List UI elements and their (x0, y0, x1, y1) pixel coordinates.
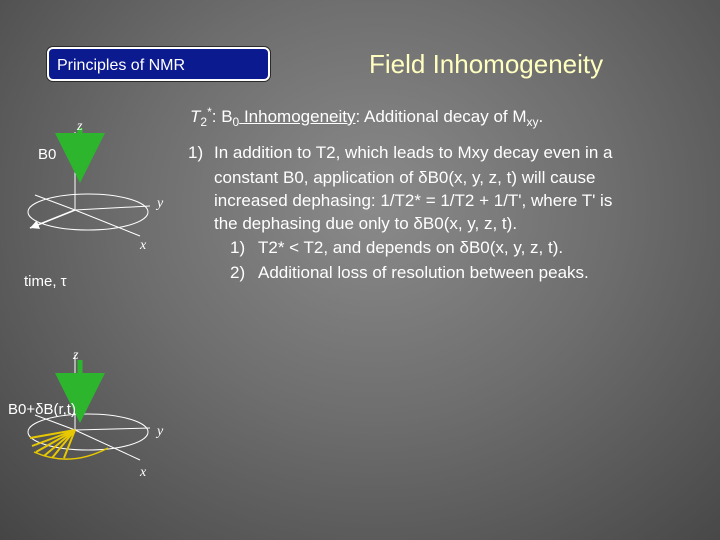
top-xy-plane-ellipse (28, 194, 148, 230)
bottom-field-label: B0+δB(r,t) (8, 401, 76, 418)
heading: $T_2^*$: $B_0$ Inhomogeneity: Additional decay of $M_{xy}$. (190, 105, 544, 129)
item-1-line-1: In addition to T2, which leads to Mxy decay even in a (214, 143, 613, 162)
sub-item-1-marker: 1) (230, 238, 246, 257)
top-y-label: y (157, 196, 164, 211)
item-1-line-3: increased dephasing: 1/T2* = 1/T2 + 1/T', where T' is (214, 191, 613, 210)
bottom-z-label: z (73, 348, 79, 363)
item-1-marker: 1) (188, 143, 204, 162)
top-magnetization-vector (30, 210, 75, 228)
bottom-y-label: y (157, 424, 164, 439)
sub-item-2: Additional loss of resolution between peaks. (258, 263, 589, 282)
time-label: time, τ (24, 273, 67, 290)
top-field-label: B0 (38, 146, 57, 163)
sub-item-1: T2* < T2, and depends on δB0(x, y, z, t). (258, 238, 564, 257)
top-x-axis (75, 210, 140, 236)
slide-title: Field Inhomogeneity (369, 49, 604, 79)
top-x-label: x (140, 238, 147, 253)
bottom-y-axis (75, 428, 150, 430)
bottom-x-label: x (140, 465, 147, 480)
sub-item-2-marker: 2) (230, 263, 246, 282)
section-badge-label: Principles of NMR (57, 57, 186, 74)
item-1-line-2: constant B0, application of δB0(x, y, z, t) will cause (214, 168, 596, 187)
bottom-xy-plane-ellipse (28, 414, 148, 450)
top-y-axis (75, 206, 150, 210)
dephasing-vectors (30, 430, 108, 459)
top-z-label: z (77, 119, 83, 134)
item-1-line-4: the dephasing due only to δB0(x, y, z, t). (214, 214, 518, 233)
top-precession-diagram (28, 128, 150, 236)
